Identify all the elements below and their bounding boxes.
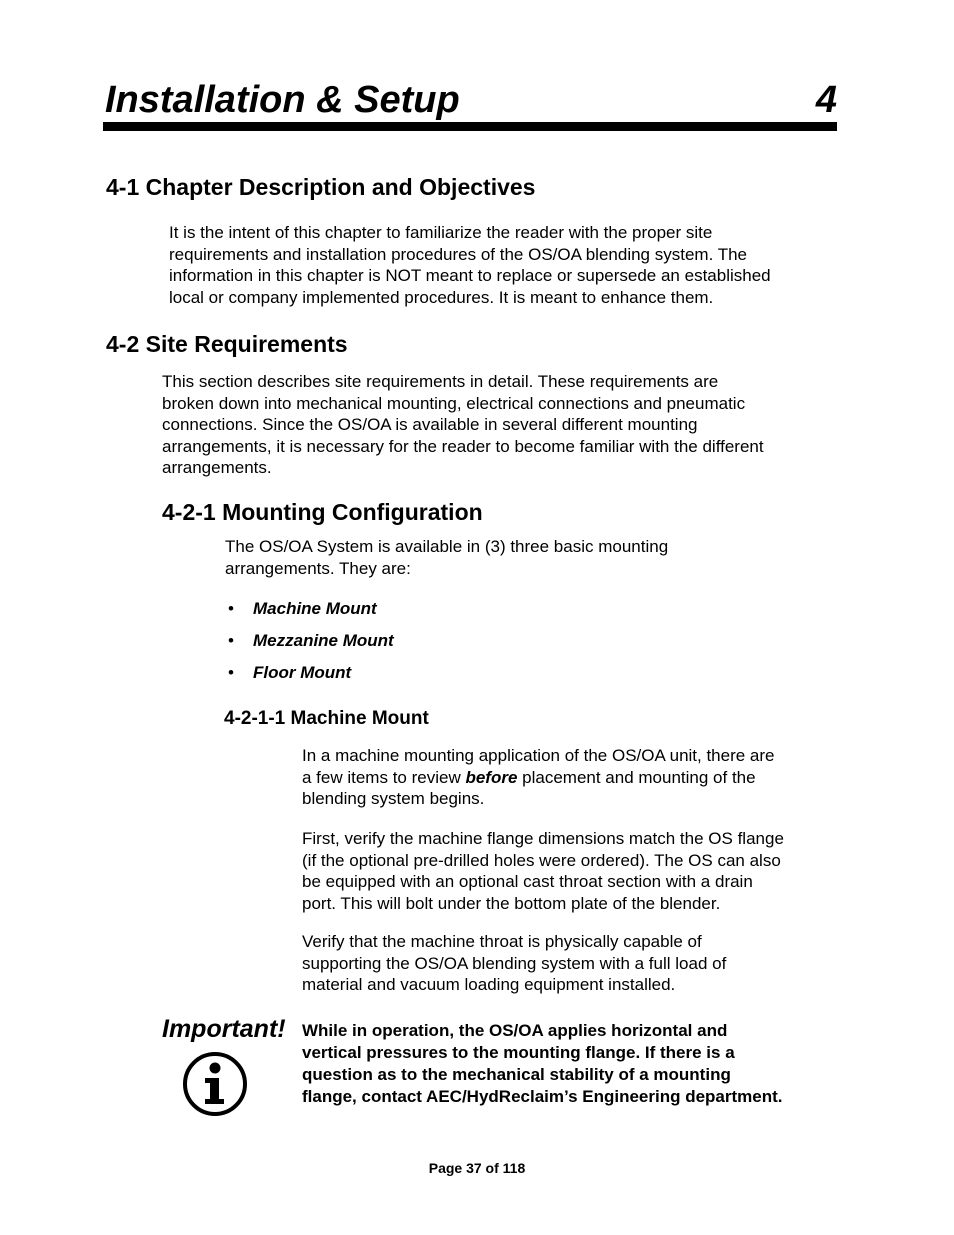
text-line: First, verify the machine flange dimensions match the OS flange [302,829,784,848]
list-item [224,662,394,694]
list-item [224,630,394,662]
machine-mount-paragraph-3 [302,931,726,996]
text-run: placement and mounting of the [517,767,756,787]
chapter-title: Installation & Setup [105,79,460,121]
list-item-label: Floor Mount [253,663,352,682]
text-line: arrangements, it is necessary for the reader to become familiar with the different [162,436,764,456]
machine-mount-paragraph-2 [302,828,784,914]
text-line: arrangements. [162,458,272,477]
info-icon [182,1051,248,1117]
text-line: question as to the mechanical stability of a mounting [302,1065,731,1084]
text-line: flange, contact AEC/HydReclaim’s Engineering department. [302,1087,783,1106]
machine-mount-paragraph-1 [302,745,775,810]
bullet-icon: • [228,631,234,650]
text-line: connections. Since the OS/OA is available in several different mounting [162,415,698,434]
chapter-number: 4 [815,79,837,121]
text-line: material and vacuum loading equipment installed. [302,975,676,994]
section-heading-4-2: 4-2 Site Requirements [106,331,348,357]
list-item-label: Machine Mount [253,599,377,618]
text-line: be equipped with an optional cast throat section with a drain [302,872,753,891]
text-line: (if the optional pre-drilled holes were ordered). The OS can also [302,850,781,870]
list-item-label: Mezzanine Mount [253,631,394,650]
section-4-2-paragraph [162,371,764,479]
chapter-header [103,76,837,126]
text-line: This section describes site requirements in detail. These requirements are [162,372,719,391]
text-line: While in operation, the OS/OA applies horizontal and [302,1021,728,1040]
text-line: local or company implemented procedures. It is meant to enhance them. [169,287,714,307]
section-4-1-paragraph [169,222,771,308]
chapter-rule [103,122,837,131]
emphasis-text: before [465,767,518,787]
text-line: arrangements. They are: [225,558,411,578]
section-heading-4-2-1-1: 4-2-1-1 Machine Mount [224,708,429,729]
section-heading-4-1: 4-1 Chapter Description and Objectives [106,174,536,200]
section-heading-4-2-1: 4-2-1 Mounting Configuration [162,499,483,525]
text-line: supporting the OS/OA blending system with a full load of [302,953,727,973]
text-line: vertical pressures to the mounting flange. If there is a [302,1043,735,1062]
text-line: The OS/OA System is available in (3) three basic mounting [225,537,669,556]
text-line: port. This will bolt under the bottom plate of the blender. [302,893,721,913]
text-line [302,767,775,789]
bullet-icon: • [228,663,234,682]
page-number: Page 37 of 118 [428,1160,526,1176]
important-note-text [302,1020,842,1108]
text-line: requirements and installation procedures of the OS/OA blending system. The [169,244,748,264]
bullet-icon: • [228,599,234,618]
section-4-2-1-paragraph [225,536,668,579]
text-run: a few items to review [302,767,466,787]
text-line: In a machine mounting application of the OS/OA unit, there are [302,746,775,765]
mounting-types-list [224,598,394,694]
text-line: broken down into mechanical mounting, electrical connections and pneumatic [162,393,746,413]
text-line: blending system begins. [302,789,485,808]
important-label: Important! [162,1015,286,1043]
text-line: information in this chapter is NOT meant to replace or supersede an established [169,266,771,285]
text-line: It is the intent of this chapter to familiarize the reader with the proper site [169,223,713,242]
text-line: Verify that the machine throat is physically capable of [302,932,702,951]
list-item [224,598,394,630]
